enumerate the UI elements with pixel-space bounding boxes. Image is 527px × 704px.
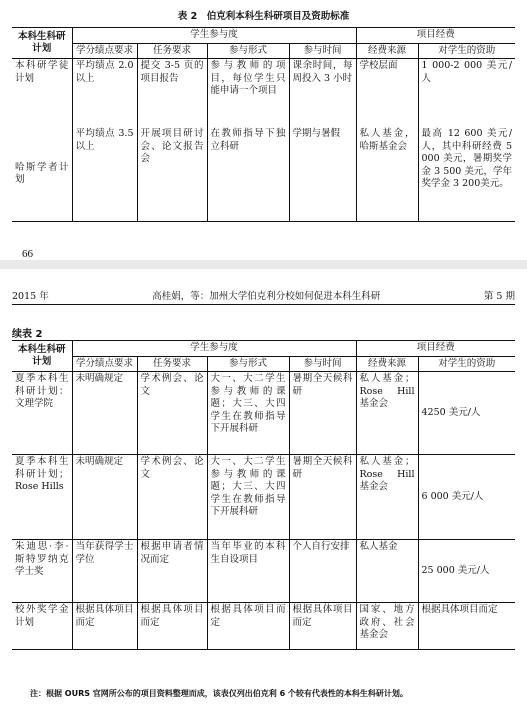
continued-title: 续表 2 (12, 329, 43, 340)
header-program: 本科生科研计划 (12, 28, 72, 59)
table-row (12, 372, 515, 455)
header-time: 参与时间 (289, 356, 356, 372)
cell-amount: 4250 美元/人 (421, 406, 481, 418)
cell-form: 当年毕业的本科生自设项目 (207, 540, 289, 603)
table-row (12, 127, 515, 222)
table-row (12, 455, 515, 540)
header-funding: 项目经费 (356, 28, 515, 44)
table-row (12, 540, 515, 603)
cell-program: 哈斯学者计划 (12, 127, 72, 222)
header-participation: 学生参与度 (72, 341, 356, 357)
cell-form: 根据具体项目而定 (207, 603, 289, 650)
cell-source: 私人基金；Rose Hill 基金会 (356, 455, 418, 540)
running-header-rule (12, 304, 515, 305)
header-task: 任务要求 (137, 43, 207, 59)
header-funding: 项目经费 (356, 341, 515, 357)
cell-program: 本科研学徒计划 (12, 59, 72, 128)
header-gpa: 学分绩点要求 (72, 356, 137, 372)
page-break-divider (0, 260, 527, 269)
cell-program: 校外奖学金计划 (12, 603, 72, 650)
cell-time: 暑期全天候科研 (289, 372, 356, 455)
cell-amount: 最高 12 600 美元/人，其中科研经费 5 000 美元，暑期奖学金 3 500 美元，学年奖学金 3 200美元。 (421, 128, 513, 189)
cell-time: 根据具体项目而定 (289, 603, 356, 650)
header-form: 参与形式 (207, 43, 289, 59)
cell-form: 大一、大二学生参与教师的课题；大三、大四学生在教师指导下开展科研 (207, 455, 289, 540)
cell-gpa: 当年获得学士学位 (72, 540, 137, 603)
cell-form: 参与教师的项目，每位学生只能申请一个项目 (207, 59, 289, 128)
cell-time: 课余时间，每周投入 3 小时 (289, 59, 356, 128)
header-task: 任务要求 (137, 356, 207, 372)
header-gpa: 学分绩点要求 (72, 43, 137, 59)
header-program: 本科生科研计划 (12, 341, 72, 372)
cell-task: 开展项目研讨会、论文报告会 (137, 127, 207, 222)
running-header-year: 2015 年 (12, 291, 49, 302)
running-header-title: 高桂娟，等：加州大学伯克利分校如何促进本科生科研 (152, 291, 381, 302)
cell-task: 学术例会、论文 (137, 455, 207, 540)
cell-amount: 根据具体项目而定 (421, 604, 498, 615)
cell-task: 提交 3-5 页的项目报告 (137, 59, 207, 128)
cell-gpa: 平均绩点 3.5 以上 (72, 127, 137, 222)
page-number: 66 (22, 248, 33, 260)
table-row (12, 59, 515, 128)
cell-gpa: 未明确规定 (72, 372, 137, 455)
cell-source: 私人基金；Rose Hill 基金会 (356, 372, 418, 455)
header-amount: 对学生的资助 (438, 357, 496, 369)
cell-program: 夏季本科生科研计划：文理学院 (12, 372, 72, 455)
cell-amount: 25 000 美元/人 (421, 564, 490, 576)
cell-source: 私人基金 (356, 540, 418, 603)
cell-gpa: 未明确规定 (72, 455, 137, 540)
header-source: 经费来源 (356, 43, 418, 59)
header-amount: 对学生的资助 (438, 44, 496, 56)
cell-program: 朱迪思·李·斯特罗纳克学士奖 (12, 540, 72, 603)
cell-time: 个人自行安排 (289, 540, 356, 603)
cell-source: 学校层面 (356, 59, 418, 128)
funding-table-part1 (12, 27, 515, 222)
header-source: 经费来源 (356, 356, 418, 372)
table-footnote: 注：根据 OURS 官网所公布的项目资料整理而成，该表仅列出伯克利 6 个较有代表性的本科生科研计划。 (30, 689, 408, 698)
cell-time: 学期与暑假 (289, 127, 356, 222)
cell-task: 根据具体项目而定 (137, 603, 207, 650)
cell-form: 大一、大二学生参与教师的课题；大三、大四学生在教师指导下开展科研 (207, 372, 289, 455)
cell-program: 夏季本科生科研计划；Rose Hills (12, 455, 72, 540)
funding-table-part2 (12, 340, 515, 650)
cell-gpa: 根据具体项目而定 (72, 603, 137, 650)
table-row (12, 603, 515, 650)
header-participation: 学生参与度 (72, 28, 356, 44)
running-header-issue: 第 5 期 (483, 291, 515, 302)
cell-source: 私人基金，哈斯基金会 (356, 127, 418, 222)
cell-time: 暑期全天候科研 (289, 455, 356, 540)
cell-task: 根据申请者情况而定 (137, 540, 207, 603)
cell-form: 在教师指导下独立科研 (207, 127, 289, 222)
cell-amount: 1 000-2 000 美元/人 (421, 60, 513, 84)
table-title: 表 2 伯克利本科生科研项目及资助标准 (177, 11, 350, 22)
cell-task: 学术例会、论文 (137, 372, 207, 455)
header-time: 参与时间 (289, 43, 356, 59)
header-form: 参与形式 (207, 356, 289, 372)
cell-source: 国家、地方政府、社会基金会 (356, 603, 418, 650)
running-header (12, 288, 515, 302)
cell-gpa: 平均绩点 2.0 以上 (72, 59, 137, 128)
cell-amount: 6 000 美元/人 (421, 490, 484, 502)
